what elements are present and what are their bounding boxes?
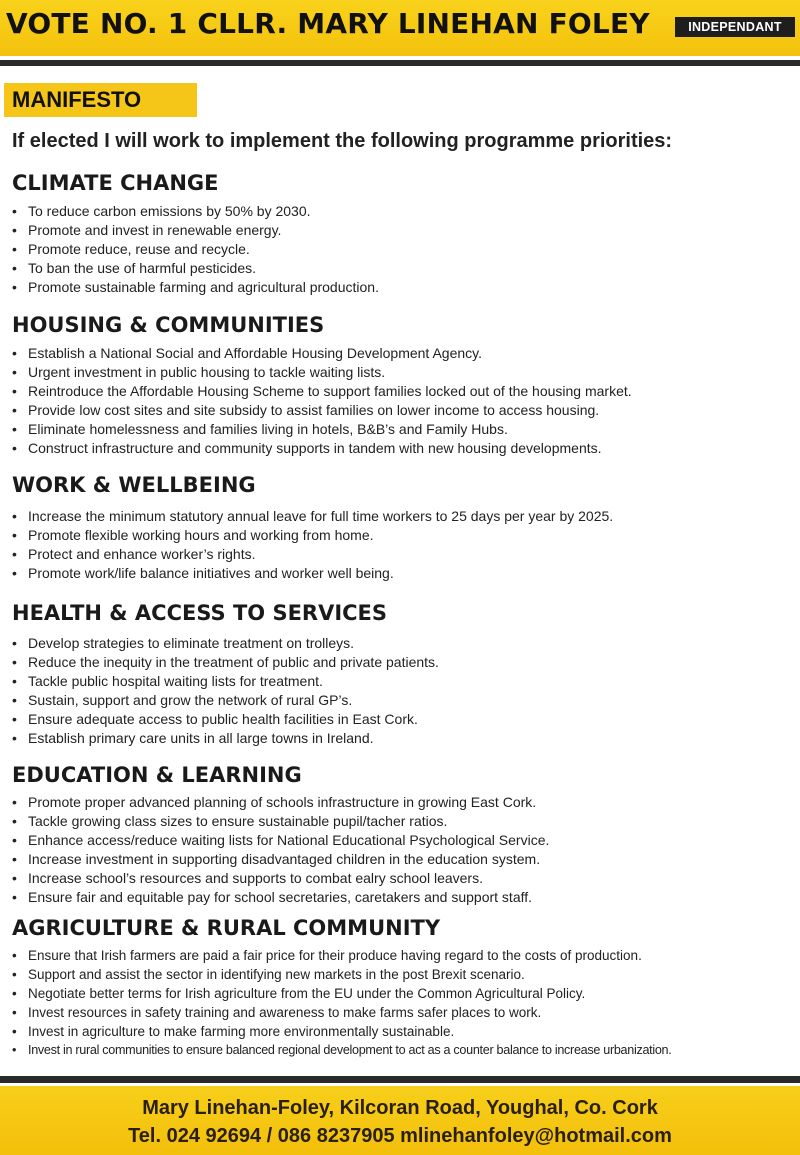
list-item: • Negotiate better terms for Irish agriculture from the EU under the Common Agricultural Policy.	[12, 984, 671, 1003]
list-item: • Develop strategies to eliminate treatment on trolleys.	[12, 634, 439, 653]
list-item: • Promote flexible working hours and working from home.	[12, 526, 613, 545]
list-item: • Enhance access/reduce waiting lists for National Educational Psychological Service.	[12, 831, 549, 850]
section-heading-work-wellbeing: WORK & WELLBEING	[12, 473, 256, 497]
list-item: • Ensure fair and equitable pay for school secretaries, caretakers and support staff.	[12, 888, 549, 907]
health-services-list	[12, 634, 439, 748]
section-heading-education-learning: EDUCATION & LEARNING	[12, 763, 302, 787]
section-heading-agriculture-rural: AGRICULTURE & RURAL COMMUNITY	[12, 916, 441, 940]
list-item: • Increase investment in supporting disadvantaged children in the education system.	[12, 850, 549, 869]
manifesto-label: MANIFESTO	[12, 87, 142, 112]
list-item: • Reduce the inequity in the treatment of public and private patients.	[12, 653, 439, 672]
list-item: • Invest in agriculture to make farming more environmentally sustainable.	[12, 1022, 671, 1041]
list-item: • Urgent investment in public housing to tackle waiting lists.	[12, 363, 632, 382]
list-item: • To ban the use of harmful pesticides.	[12, 259, 379, 278]
list-item: • Eliminate homelessness and families living in hotels, B&B’s and Family Hubs.	[12, 420, 632, 439]
list-item: • Establish a National Social and Affordable Housing Development Agency.	[12, 344, 632, 363]
list-item: • Ensure adequate access to public health facilities in East Cork.	[12, 710, 439, 729]
list-item: • Increase the minimum statutory annual leave for full time workers to 25 days per year by 2025.	[12, 507, 613, 526]
section-heading-health-services: HEALTH & ACCESS TO SERVICES	[12, 601, 388, 625]
section-heading-climate-change: CLIMATE CHANGE	[12, 171, 219, 195]
intro-text: If elected I will work to implement the following programme priorities:	[12, 130, 673, 152]
list-item: • Tackle public hospital waiting lists for treatment.	[12, 672, 439, 691]
list-item: • Provide low cost sites and site subsidy to assist families on lower income to access housing.	[12, 401, 632, 420]
list-item: • Promote work/life balance initiatives and worker well being.	[12, 564, 613, 583]
footer-divider	[0, 1076, 800, 1083]
list-item: • Invest resources in safety training and awareness to make farms safer places to work.	[12, 1003, 671, 1022]
list-item: • To reduce carbon emissions by 50% by 2030.	[12, 202, 379, 221]
agriculture-rural-list	[12, 946, 671, 1060]
list-item: • Promote reduce, reuse and recycle.	[12, 240, 379, 259]
climate-change-list	[12, 202, 379, 297]
footer-contact: Tel. 024 92694 / 086 8237905 mlinehanfoley@hotmail.com	[128, 1125, 672, 1147]
list-item: • Sustain, support and grow the network of rural GP’s.	[12, 691, 439, 710]
list-item: • Protect and enhance worker’s rights.	[12, 545, 613, 564]
list-item: • Increase school’s resources and supports to combat ealry school leavers.	[12, 869, 549, 888]
independent-badge: INDEPENDANT	[675, 17, 795, 37]
list-item: • Promote and invest in renewable energy.	[12, 221, 379, 240]
section-heading-housing-communities: HOUSING & COMMUNITIES	[12, 313, 325, 337]
work-wellbeing-list	[12, 507, 613, 583]
header-divider	[0, 60, 800, 66]
list-item: • Support and assist the sector in identifying new markets in the post Brexit scenario.	[12, 965, 671, 984]
list-item: • Promote proper advanced planning of schools infrastructure in growing East Cork.	[12, 793, 549, 812]
footer-address: Mary Linehan-Foley, Kilcoran Road, Youghal, Co. Cork	[142, 1097, 658, 1119]
housing-communities-list	[12, 344, 632, 458]
list-item: • Tackle growing class sizes to ensure sustainable pupil/tacher ratios.	[12, 812, 549, 831]
list-item: • Construct infrastructure and community supports in tandem with new housing developments.	[12, 439, 632, 458]
list-item: • Establish primary care units in all large towns in Ireland.	[12, 729, 439, 748]
list-item: • Ensure that Irish farmers are paid a fair price for their produce having regard to the costs of production.	[12, 946, 671, 965]
list-item: • Reintroduce the Affordable Housing Scheme to support families locked out of the housing market.	[12, 382, 632, 401]
candidate-title: VOTE NO. 1 CLLR. MARY LINEHAN FOLEY	[6, 7, 650, 40]
education-learning-list	[12, 793, 549, 907]
list-item: • Invest in rural communities to ensure balanced regional development to act as a counter balance to increase urbanization.	[12, 1041, 671, 1060]
list-item: • Promote sustainable farming and agricultural production.	[12, 278, 379, 297]
